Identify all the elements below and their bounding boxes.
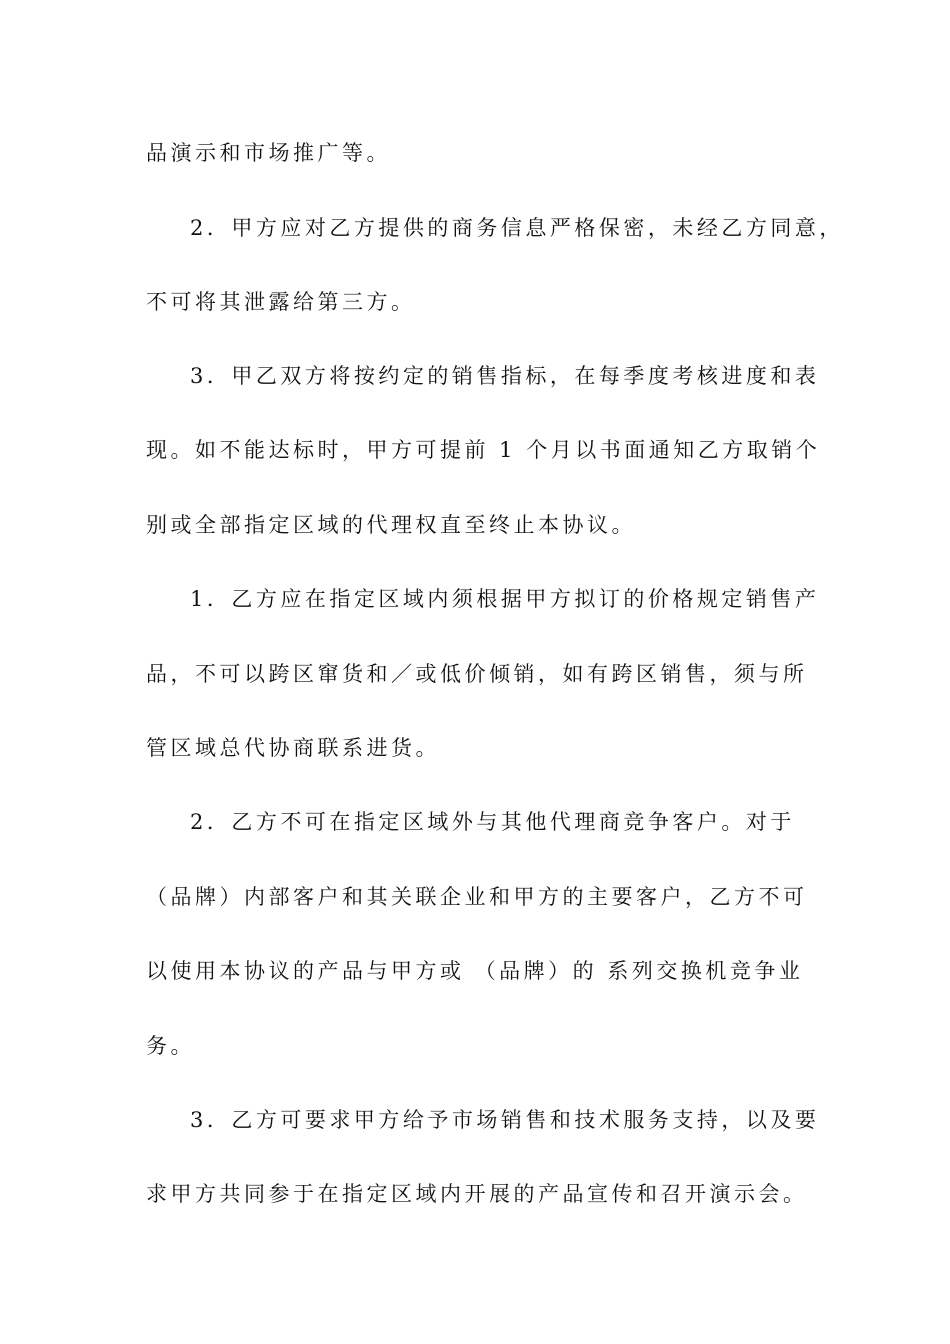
text-line: 务。 bbox=[146, 1034, 195, 1058]
text-line: （品牌）内部客户和其关联企业和甲方的主要客户，乙方不可 bbox=[146, 885, 808, 909]
paragraph-line: 3．乙方可要求甲方给予市场销售和技术服务支持，以及要 bbox=[190, 1108, 820, 1132]
text-line: 品，不可以跨区窜货和／或低价倾销，如有跨区销售，须与所 bbox=[146, 662, 808, 686]
paragraph-line: 2．乙方不可在指定区域外与其他代理商竞争客户。对于 bbox=[190, 810, 795, 834]
text-line: 现。如不能达标时，甲方可提前 1 个月以书面通知乙方取销个 bbox=[146, 438, 821, 462]
paragraph-line: 2．甲方应对乙方提供的商务信息严格保密，未经乙方同意， bbox=[190, 216, 844, 240]
text-line: 以使用本协议的产品与甲方或 （品牌）的 系列交换机竞争业 bbox=[146, 959, 804, 983]
text-line: 管区域总代协商联系进货。 bbox=[146, 736, 440, 760]
text-line: 不可将其泄露给第三方。 bbox=[146, 290, 416, 314]
text-line: 别或全部指定区域的代理权直至终止本协议。 bbox=[146, 513, 636, 537]
text-line: 品演示和市场推广等。 bbox=[146, 141, 391, 165]
text-line: 求甲方共同参于在指定区域内开展的产品宣传和召开演示会。 bbox=[146, 1182, 808, 1206]
paragraph-line: 1．乙方应在指定区域内须根据甲方拟订的价格规定销售产 bbox=[190, 587, 820, 611]
paragraph-line: 3．甲乙双方将按约定的销售指标，在每季度考核进度和表 bbox=[190, 364, 820, 388]
